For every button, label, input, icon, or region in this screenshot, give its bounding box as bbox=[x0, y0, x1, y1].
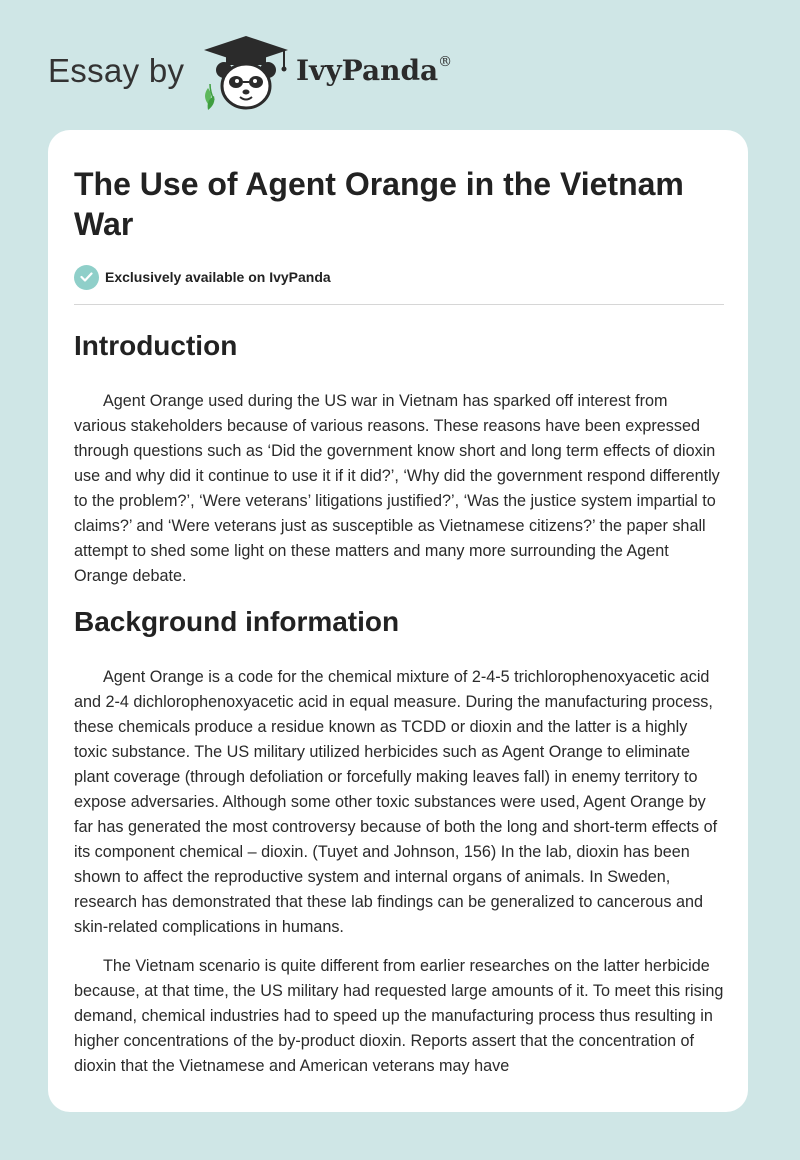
page-title: The Use of Agent Orange in the Vietnam War bbox=[74, 166, 684, 242]
paragraph: Agent Orange used during the US war in Vietnam has sparked off interest from various stakeholders because of various reasons. These reasons have been expressed through questions such as ‘Did the government know short and long term effects of dioxin use and why did it continue to use it if it did?’, ‘Why did the government respond differently to the problem?’, ‘Were veterans’ litigations justified?’, ‘Was the justice system impartial to claims?’ and ‘Were veterans just as susceptible as Vietnamese citizens?’ the paper shall attempt to shed some light on these matters and many more surrounding the Agent Orange debate. bbox=[74, 392, 720, 585]
brand-text: IvyPanda bbox=[296, 54, 439, 87]
exclusive-label: Exclusively available on IvyPanda bbox=[105, 269, 331, 285]
essay-by-label: Essay by bbox=[48, 52, 185, 89]
section-heading-background: Background information bbox=[74, 606, 400, 637]
registered-mark: ® bbox=[438, 54, 453, 70]
ivypanda-logo-icon[interactable] bbox=[200, 34, 292, 112]
essay-card bbox=[48, 130, 748, 1112]
divider bbox=[74, 304, 724, 305]
brand-name[interactable] bbox=[296, 54, 452, 87]
site-header bbox=[0, 0, 800, 130]
paragraph: Agent Orange is a code for the chemical mixture of 2-4-5 trichlorophenoxyacetic acid and 2-4 dichlorophenoxyacetic acid in equal measure. During the manufacturing process, these chemicals produce a residue known as TCDD or dioxin and the latter is a highly toxic substance. The US military utilized herbicides such as Agent Orange to eliminate plant coverage (through defoliation or forcefully making leaves fall) in enemy territory to expose adversaries. Although some other toxic substances were used, Agent Orange by far has generated the most controversy because of both the long and short-term effects of its component chemical – dioxin. (Tuyet and Johnson, 156) In the lab, dioxin has been shown to affect the reproductive system and internal organs of animals. In Sweden, research has demonstrated that these lab findings can be generalized to cancerous and skin-related complications in humans. bbox=[74, 668, 718, 936]
section-heading-introduction: Introduction bbox=[74, 330, 238, 361]
exclusive-badge bbox=[74, 264, 724, 290]
essay-content bbox=[74, 164, 724, 1079]
check-icon bbox=[74, 265, 99, 290]
paragraph: The Vietnam scenario is quite different from earlier researches on the latter herbicide because, at that time, the US military had requested large amounts of it. To meet this rising demand, chemical industries had to speed up the manufacturing process thus resulting in higher concentrations of the by-product dioxin. Reports assert that the concentration of dioxin that the Vietnamese and American veterans may have bbox=[74, 957, 724, 1075]
